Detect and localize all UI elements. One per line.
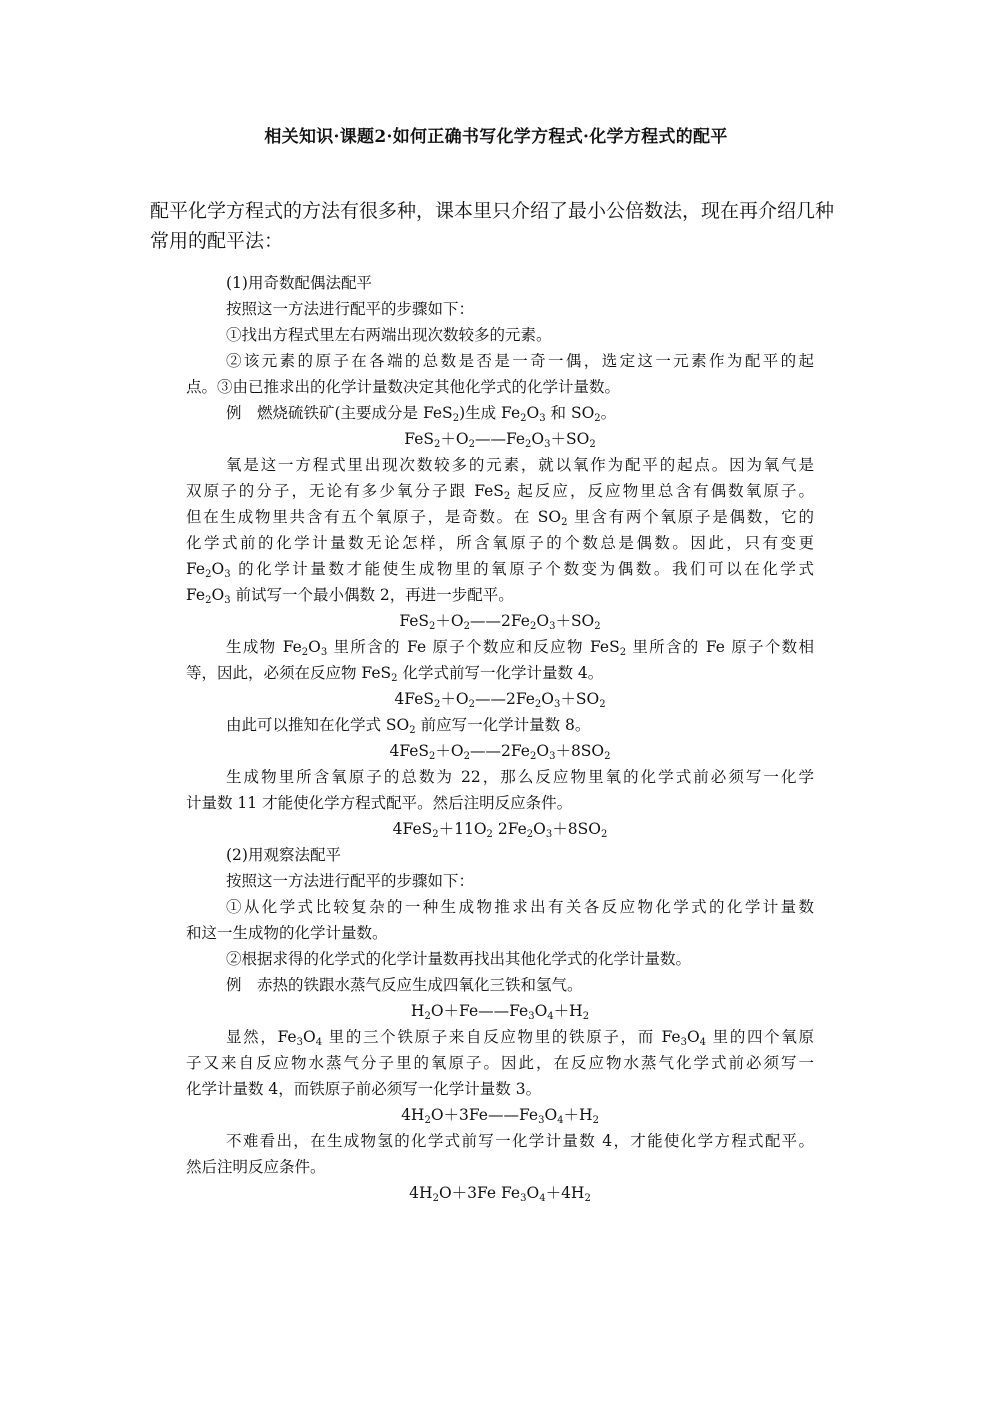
equation-line: $H_2O+Fe——Fe_3O_4+H_2$ (410, 1002, 590, 1022)
text-line: 点。③由已推求出的化学计量数决定其他化学式的化学计量数。 (186, 378, 621, 396)
text-line: 由此可以推知在化学式 $SO_2$ 前应写一化学计量数 8。 (226, 716, 591, 736)
text-line: (1)用奇数配偶法配平 (226, 274, 372, 292)
text-line: 氧是这一方程式里出现次数较多的元素，就以氧作为配平的起点。因为氧气是 (226, 456, 814, 474)
text-line: 和这一生成物的化学计量数。 (186, 924, 388, 942)
text-line: 化学计量数 4，而铁原子前必须写一化学计量数 3。 (186, 1080, 542, 1098)
text-line: 生成物 $Fe_2O_3$ 里所含的 Fe 原子个数应和反应物 FeS$_2$ 里所含的 Fe 原子个数相 (226, 638, 814, 658)
text-line: 计量数 11 才能使化学方程式配平。然后注明反应条件。 (186, 794, 573, 812)
text-line: 按照这一方法进行配平的步骤如下： (226, 872, 475, 890)
text-line: 生成物里所含氧原子的总数为 22，那么反应物里氧的化学式前必须写一化学 (226, 768, 814, 786)
equation-line: $4H_2O+3Fe——Fe_3O_4+H_2$ (401, 1106, 599, 1126)
text-line: 子又来自反应物水蒸气分子里的氧原子。因此，在反应物水蒸气化学式前必须写一 (186, 1054, 814, 1072)
text-line: 显然，$Fe_3O_4$ 里的三个铁原子来自反应物里的铁原子，而 $Fe_3O_4$ 里的四个氧原 (226, 1028, 814, 1048)
text-line: 但在生成物里共含有五个氧原子，是奇数。在 $SO_2$ 里含有两个氧原子是偶数，它的 (186, 508, 814, 528)
text-line: 双原子的分子，无论有多少氧分子跟 FeS$_2$ 起反应，反应物里总含有偶数氧原子。 (186, 482, 814, 502)
equation-line: $4FeS_2+11O_2$ $2Fe_2O_3+8SO_2$ (392, 820, 608, 840)
document-body (186, 270, 814, 1206)
text-line: (2)用观察法配平 (226, 846, 341, 864)
equation-line: $4FeS_2+O_2——2Fe_2O_3+SO_2$ (394, 690, 606, 710)
text-line: ①找出方程式里左右两端出现次数较多的元素。 (226, 326, 552, 344)
page-title: 相关知识·课题2·如何正确书写化学方程式·化学方程式的配平 (264, 127, 728, 147)
equation-line: $FeS_2+O_2——2Fe_2O_3+SO_2$ (399, 612, 601, 632)
text-line: 然后注明反应条件。 (186, 1158, 326, 1176)
equation-line: $FeS_2+O_2——Fe_2O_3+SO_2$ (404, 430, 596, 450)
text-line: 化学式前的化学计量数无论怎样，所含氧原子的个数总是偶数。因此，只有变更 (186, 534, 814, 552)
text-line: 按照这一方法进行配平的步骤如下： (226, 300, 475, 318)
text-line: 例 赤热的铁跟水蒸气反应生成四氧化三铁和氢气。 (226, 976, 583, 994)
text-line: 等，因此，必须在反应物 FeS$_2$ 化学式前写一化学计量数 4。 (186, 664, 604, 684)
text-line: 例 燃烧硫铁矿(主要成分是 FeS$_2$)生成 $Fe_2O_3$ 和 $SO_2$。 (226, 404, 617, 424)
equation-line: $4H_2O+3Fe$ $Fe_3O_4+4H_2$ (409, 1184, 591, 1204)
text-line: ②根据求得的化学式的化学计量数再找出其他化学式的化学计量数。 (226, 950, 692, 968)
text-line: $Fe_2O_3$ 的化学计量数才能使生成物里的氧原子个数变为偶数。我们可以在化学式 (186, 560, 814, 580)
intro-paragraph: 配平化学方程式的方法有很多种，课本里只介绍了最小公倍数法，现在再介绍几种常用的配平法： (150, 200, 835, 252)
text-line: ①从化学式比较复杂的一种生成物推求出有关各反应物化学式的化学计量数 (226, 898, 814, 916)
text-line: ②该元素的原子在各端的总数是否是一奇一偶，选定这一元素作为配平的起 (226, 352, 814, 370)
text-line: $Fe_2O_3$ 前试写一个最小偶数 2，再进一步配平。 (186, 586, 514, 606)
text-line: 不难看出，在生成物氢的化学式前写一化学计量数 4，才能使化学方程式配平。 (226, 1132, 814, 1150)
equation-line: $4FeS_2+O_2——2Fe_2O_3+8SO_2$ (389, 742, 611, 762)
